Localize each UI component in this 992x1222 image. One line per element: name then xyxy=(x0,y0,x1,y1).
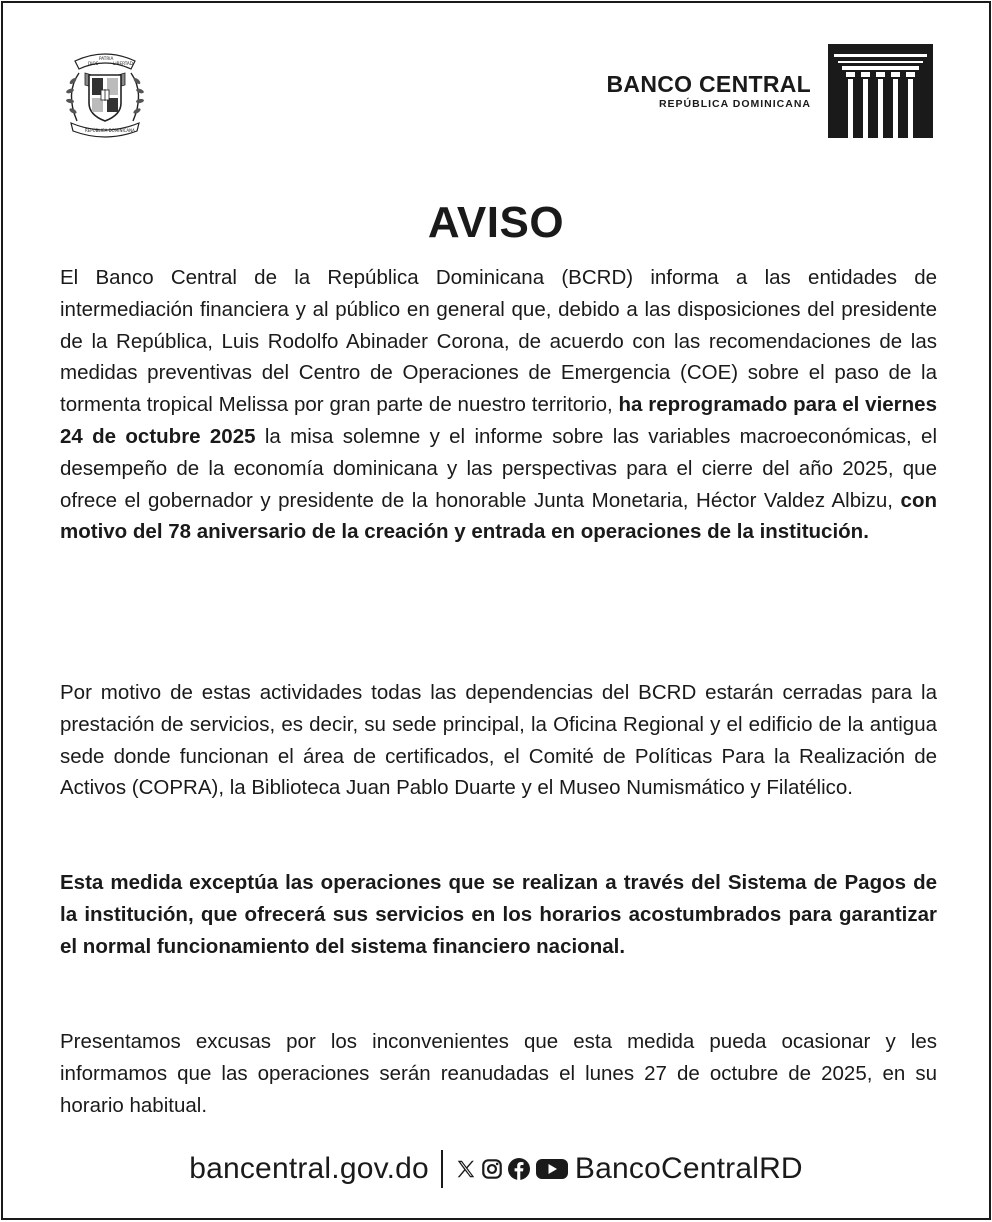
page-title: AVISO xyxy=(427,198,565,247)
website-link[interactable]: bancentral.gov.do xyxy=(189,1152,429,1185)
social-handle[interactable]: BancoCentralRD xyxy=(574,1152,803,1185)
svg-text:PATRIA: PATRIA xyxy=(99,56,114,61)
paragraph-intro-bold-1: ha reprogramado para el viernes 24 de octubre 2025 xyxy=(60,393,937,448)
x-icon[interactable] xyxy=(455,1158,477,1180)
paragraph-intro-text-1: El Banco Central de la República Dominicana (BCRD) informa a las entidades de intermediación financiera y al público en general que, debido a las disposiciones del presidente de la República, Luis Rodolfo Abinader Corona, de acuerdo con las recomendaciones de las medidas preventivas del Centro de Operaciones de Emergencia (COE) sobre el paso de la tormenta tropical Melissa por gran parte de nuestro territorio, xyxy=(60,266,937,417)
paragraph-exception-text: Esta medida exceptúa las operaciones que se realizan a través del Sistema de Pagos de la institución, que ofrecerá sus servicios en los horarios acostumbrados para garantizar el normal funcionamiento del sistema financiero nacional. xyxy=(60,871,937,958)
social-icons xyxy=(455,1157,569,1181)
footer xyxy=(3,1147,989,1191)
paragraph-apology-text: Presentamos excusas por los inconvenientes que esta medida pueda ocasionar y les informamos que las operaciones serán reanudadas el lunes 27 de octubre de 2025, en su horario habitual. xyxy=(60,1030,937,1117)
paragraph-closures-text: Por motivo de estas actividades todas las dependencias del BCRD estarán cerradas para la prestación de servicios, es decir, su sede principal, la Oficina Regional y el edificio de la antigua sede donde funcionan el área de certificados, el Comité de Políticas Para la Realización de Activos (COPRA), la Biblioteca Juan Pablo Duarte y el Museo Numismático y Filatélico. xyxy=(60,681,937,800)
bank-name: BANCO CENTRAL xyxy=(606,71,811,97)
footer-divider xyxy=(441,1150,443,1188)
svg-text:LIBERTAD: LIBERTAD xyxy=(113,61,134,66)
svg-text:REPÚBLICA DOMINICANA: REPÚBLICA DOMINICANA xyxy=(85,128,135,133)
notice-page xyxy=(1,1,991,1220)
paragraph-intro xyxy=(60,262,937,548)
facebook-icon[interactable] xyxy=(507,1157,531,1181)
bank-subtitle: REPÚBLICA DOMINICANA xyxy=(658,98,811,110)
instagram-icon[interactable] xyxy=(481,1158,503,1180)
youtube-icon[interactable] xyxy=(535,1157,569,1181)
coat-of-arms-icon xyxy=(57,45,153,141)
paragraph-exception xyxy=(60,867,937,962)
paragraph-apology xyxy=(60,1026,937,1121)
paragraph-closures xyxy=(60,677,937,804)
bank-name-block xyxy=(607,71,812,110)
paragraph-intro-text-2: la misa solemne y el informe sobre las variables macroeconómicas, el desempeño de la economía dominicana y las perspectivas para el cierre del año 2025, que ofrece el gobernador y presidente de la honorable Junta Monetaria, Héctor Valdez Albizu, xyxy=(60,424,937,512)
columns-building-icon xyxy=(828,44,933,138)
svg-text:DIOS: DIOS xyxy=(88,61,99,66)
paragraph-intro-bold-2: con motivo del 78 aniversario de la creación y entrada en operaciones de la institución. xyxy=(60,488,937,544)
